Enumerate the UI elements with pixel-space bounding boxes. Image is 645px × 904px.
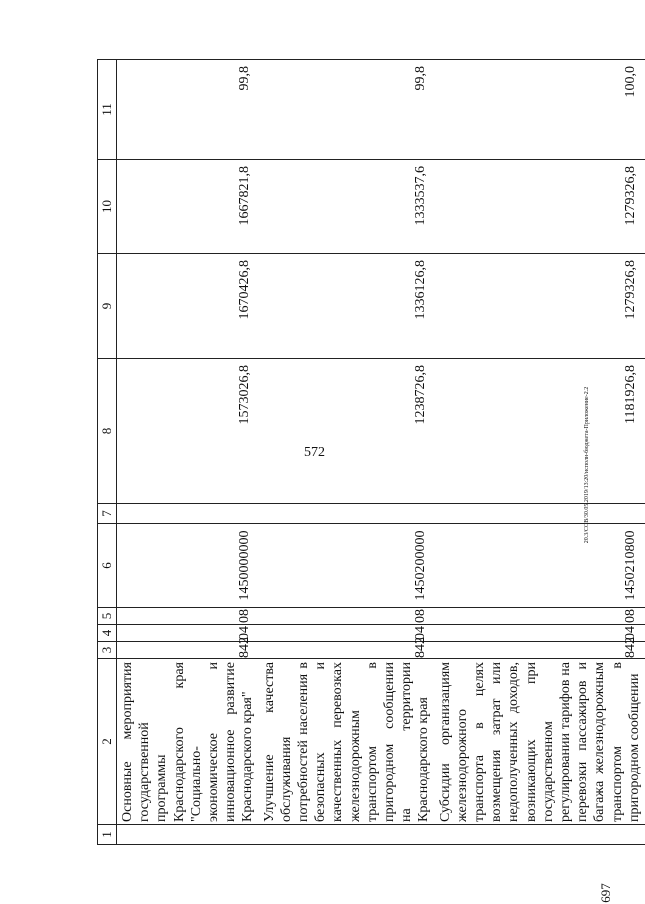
- header-row: [98, 60, 117, 845]
- header-cell: 11: [98, 60, 117, 160]
- header-cell: 9: [98, 254, 117, 359]
- row-description: Улучшение качества обслуживания потребностей населения в безопасных и качественных перевозках железнодорожным транспортом в пригородном сообщении на территории Краснодарского края: [259, 659, 435, 825]
- table-row: [259, 60, 435, 845]
- cell-c4: 04: [259, 625, 435, 642]
- cell-c8: 1573026,8: [117, 359, 259, 504]
- header-cell: 3: [98, 642, 117, 659]
- table-row: [435, 60, 645, 845]
- row-description: Субсидии организациям железнодорожного транспорта в целях возмещения затрат или недополученных доходов, возникающих при государственном регулировании тарифов на перевозки пассажиров и багажа железнодорожным транспортом в пригородном сообщении: [435, 659, 645, 825]
- cell-c11: 99,8: [117, 60, 259, 160]
- row-description: Основные мероприятия государственной программы Краснодарского края "Социально-экономическое и инновационное развитие Краснодарского края": [117, 659, 259, 825]
- header-cell: 8: [98, 359, 117, 504]
- table-row: [117, 60, 259, 845]
- cell-c7: [117, 504, 259, 524]
- cell-c3: 842: [117, 642, 259, 659]
- cell-c6: 1450200000: [259, 524, 435, 608]
- cell-c11: 100,0: [435, 60, 645, 160]
- header-cell: 4: [98, 625, 117, 642]
- cell-c11: 99,8: [259, 60, 435, 160]
- cell-c10: 1667821,8: [117, 160, 259, 254]
- cell-c5: 08: [259, 608, 435, 625]
- cell-c10: 1279326,8: [435, 160, 645, 254]
- header-cell: 6: [98, 524, 117, 608]
- page-number: 572: [304, 445, 325, 460]
- budget-table: [97, 59, 645, 845]
- rotated-table-container: [97, 60, 642, 845]
- footer-code: 20.3/СОВ/30.05.2019/13:20/исполн-бюджета-Приложение-2.2: [584, 386, 590, 544]
- cell-c9: 1670426,8: [117, 254, 259, 359]
- cell-c7: [259, 504, 435, 524]
- corner-number: 697: [598, 883, 613, 903]
- cell-c3: 842: [259, 642, 435, 659]
- cell-c7: [435, 504, 645, 524]
- cell-c5: 08: [435, 608, 645, 625]
- cell-c8: 1181926,8: [435, 359, 645, 504]
- cell-c8: 1238726,8: [259, 359, 435, 504]
- cell-c9: 1336126,8: [259, 254, 435, 359]
- cell-c6: 1450000000: [117, 524, 259, 608]
- cell-c3: 842: [435, 642, 645, 659]
- cell-c6: 1450210800: [435, 524, 645, 608]
- cell-c9: 1279326,8: [435, 254, 645, 359]
- header-cell: 2: [98, 659, 117, 825]
- header-cell: 10: [98, 160, 117, 254]
- cell-c4: 04: [117, 625, 259, 642]
- header-cell: 5: [98, 608, 117, 625]
- header-cell: 7: [98, 504, 117, 524]
- cell-c5: 08: [117, 608, 259, 625]
- cell-c4: 04: [435, 625, 645, 642]
- cell-c10: 1333537,6: [259, 160, 435, 254]
- header-cell: 1: [98, 825, 117, 845]
